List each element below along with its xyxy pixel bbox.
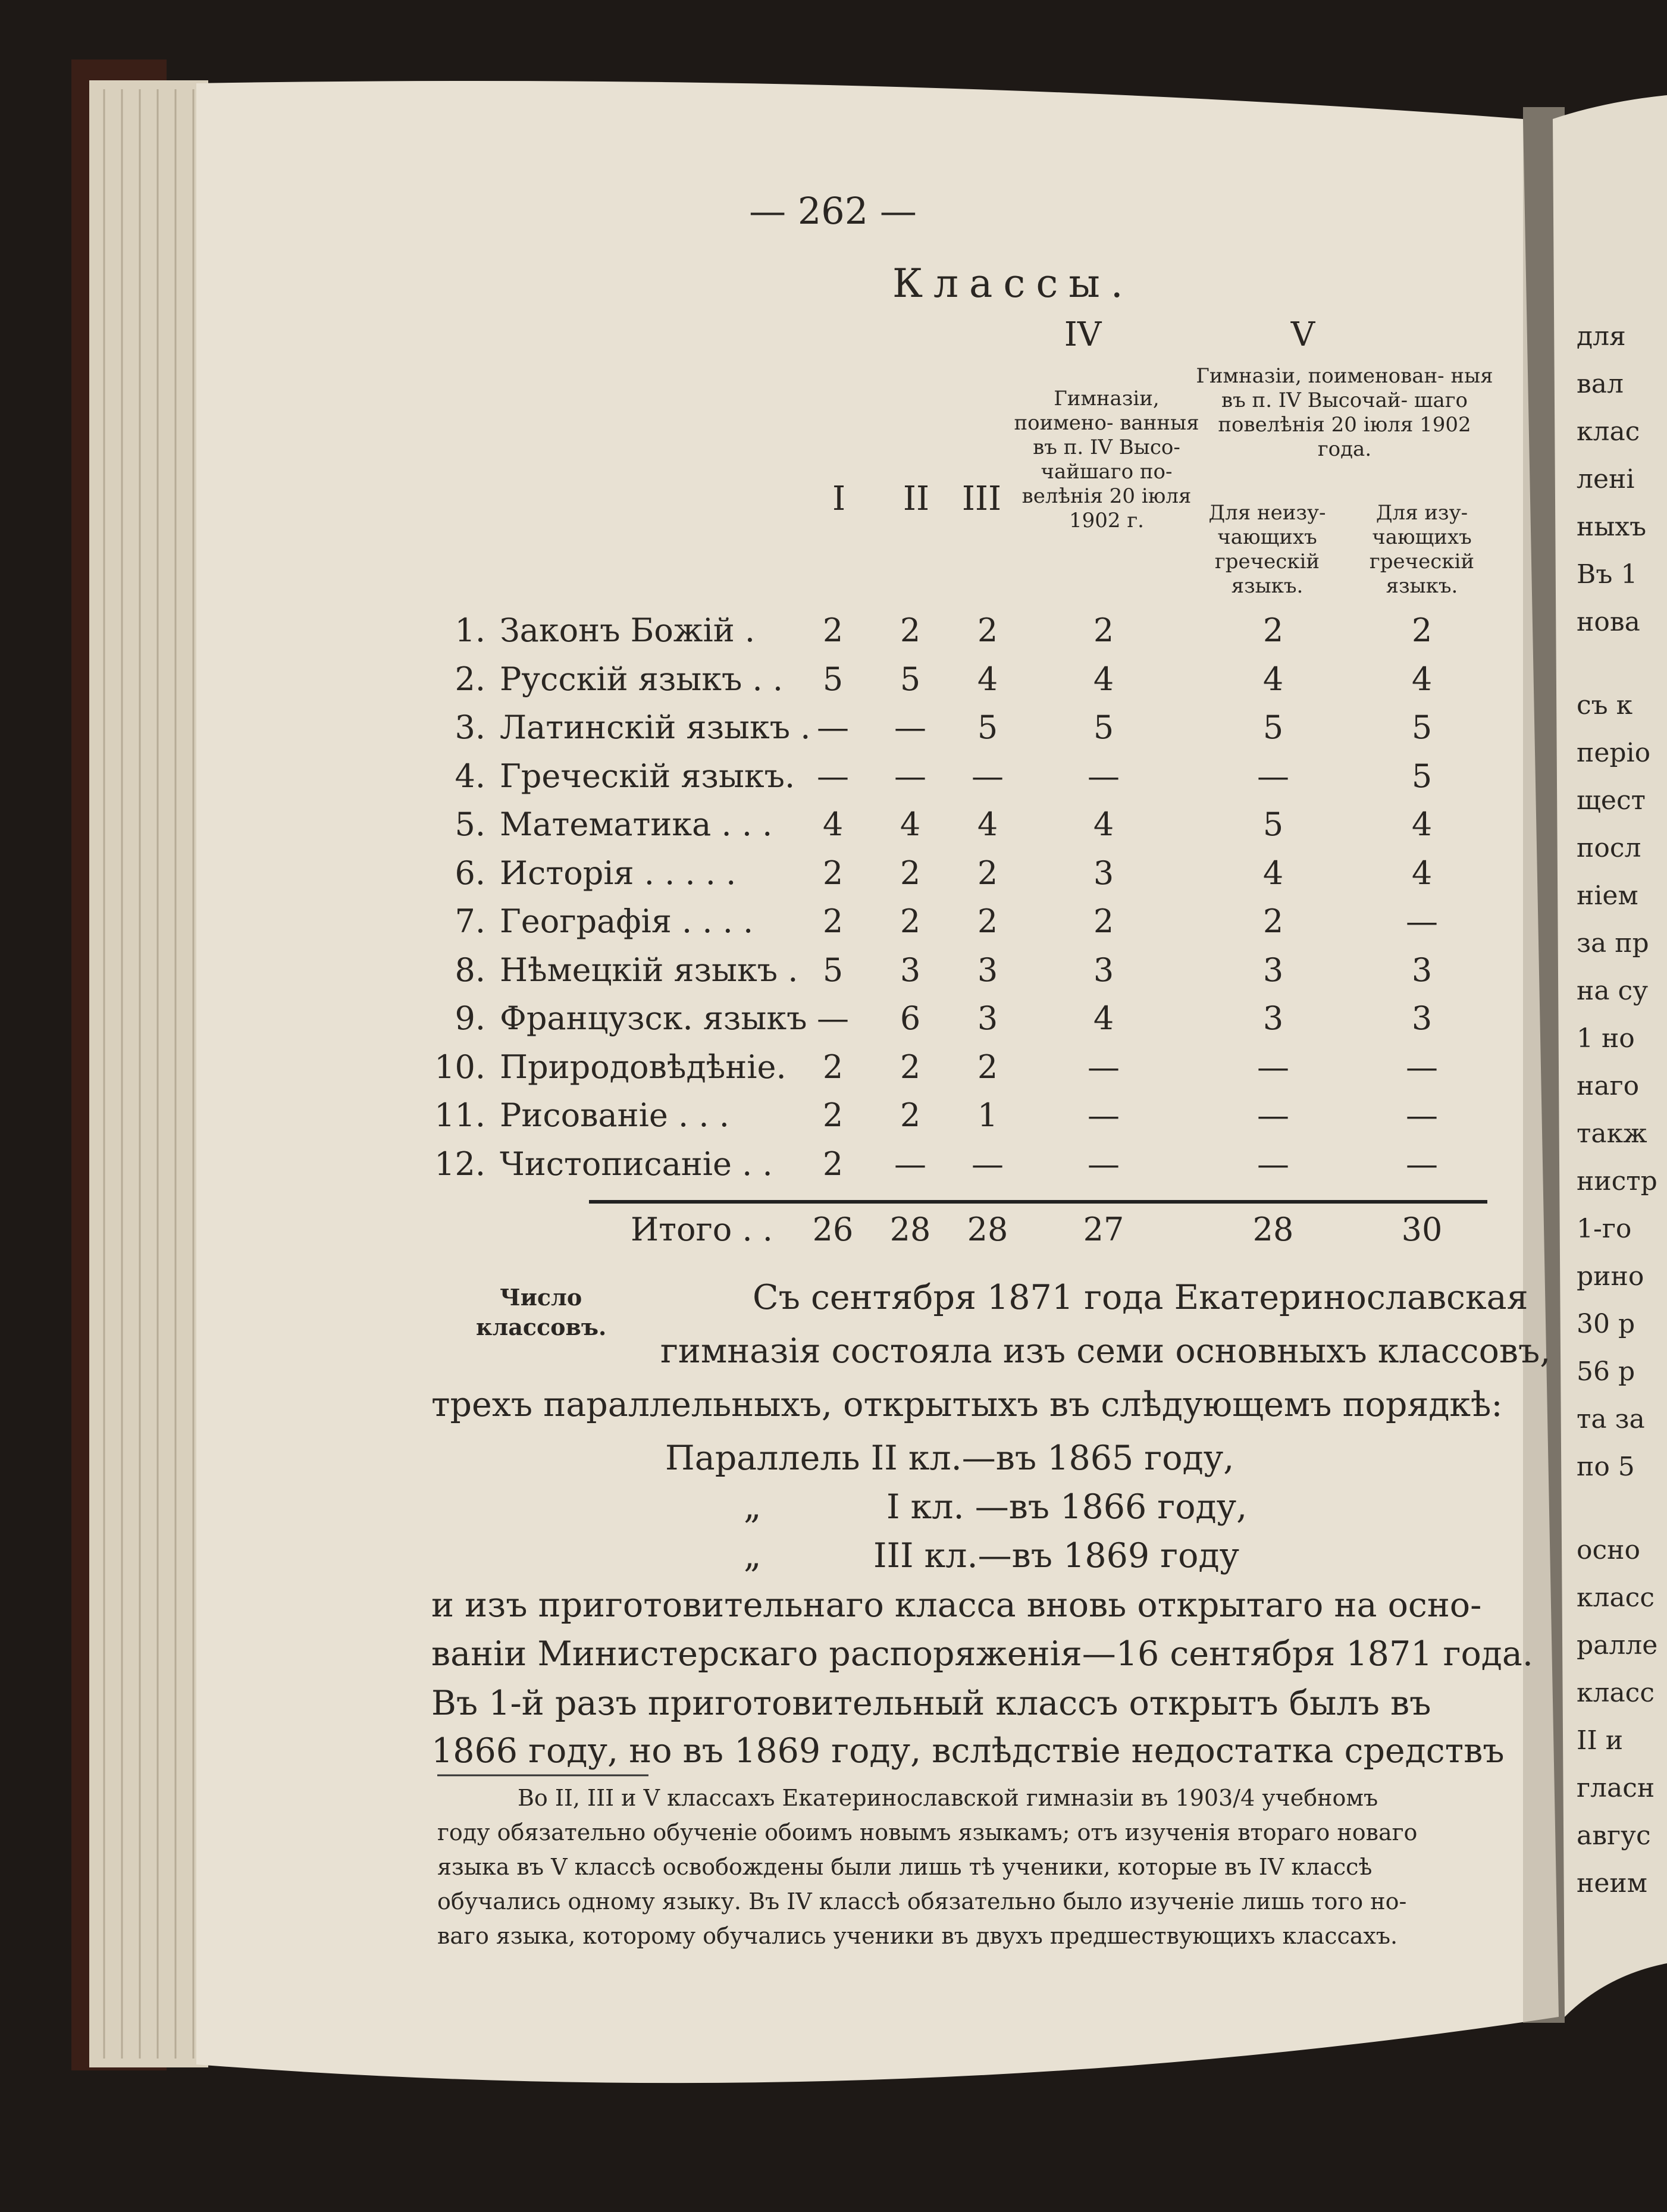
right-page-fragment: посл (1577, 833, 1641, 863)
table-cell: — (1257, 757, 1289, 795)
right-page-fragment: гласн (1577, 1773, 1655, 1803)
table-cell: 2 (1411, 612, 1433, 649)
row-subject: Законъ Божій . (500, 612, 756, 649)
total-c5: 28 (1252, 1211, 1294, 1248)
table-cell: 2 (900, 854, 921, 892)
table-cell: 4 (1262, 854, 1284, 892)
table-cell: — (1406, 1096, 1438, 1134)
row-number: 10. (434, 1048, 485, 1086)
ditto-mark-1: „ (744, 1487, 762, 1527)
row-subject: Рисованіе . . . (500, 1096, 729, 1134)
table-cell: 4 (977, 660, 998, 698)
table-cell: — (1088, 1096, 1120, 1134)
table-cell: 2 (822, 612, 844, 649)
table-cell: 2 (900, 903, 921, 940)
table-cell: 3 (1093, 951, 1114, 989)
table-cell: 4 (1411, 660, 1433, 698)
row-subject: Математика . . . (500, 806, 773, 843)
page-number: — 262 — (749, 189, 917, 233)
sidenote-line-1: Число (500, 1284, 582, 1311)
para-line-5: I кл. —въ 1866 году, (886, 1487, 1248, 1527)
table-cell: 2 (822, 903, 844, 940)
right-page-fragment: 1-го (1577, 1214, 1632, 1244)
table-title: Классы. (892, 261, 1134, 306)
col-v-description: Гимназіи, поименован- ныя въ п. IV Высочай- шаго повелѣнія 20 іюля 1902 года. (1196, 364, 1493, 461)
right-page-fragment: для (1577, 321, 1626, 352)
para-line-1: Съ сентября 1871 года Екатеринославская (753, 1278, 1528, 1317)
table-cell: 5 (977, 709, 998, 746)
right-page-fragment: рино (1577, 1261, 1644, 1292)
table-cell: 4 (1093, 660, 1114, 698)
row-number: 8. (455, 951, 485, 989)
col-v-nongreek-header: Для неизу- чающихъ греческій языкъ. (1208, 501, 1326, 598)
table-cell: — (817, 709, 849, 746)
table-cell: 5 (1411, 709, 1433, 746)
total-c1: 26 (812, 1211, 854, 1248)
table-cell: 4 (900, 806, 921, 843)
row-subject: Греческій языкъ. (500, 757, 795, 795)
table-cell: 3 (1093, 854, 1114, 892)
right-page-fragment: ралле (1577, 1630, 1658, 1660)
col-header-iii: III (961, 480, 1002, 518)
table-cell: — (972, 1145, 1004, 1183)
table-cell: 4 (822, 806, 844, 843)
row-subject: Латинскій языкъ . (500, 709, 811, 746)
sidenote-line-2: классовъ. (476, 1314, 607, 1340)
table-cell: 3 (1411, 951, 1433, 989)
row-subject: Природовѣдѣніе. (500, 1048, 787, 1086)
table-cell: 4 (1411, 806, 1433, 843)
right-page-fragment: авгус (1577, 1821, 1651, 1851)
table-cell: 3 (1262, 951, 1284, 989)
table-cell: 2 (1262, 612, 1284, 649)
row-number: 4. (455, 757, 485, 795)
right-page-fragment: нистр (1577, 1166, 1657, 1196)
table-cell: 4 (977, 806, 998, 843)
para-line-10: 1866 году, но въ 1869 году, вслѣдствіе недостатка средствъ (431, 1731, 1505, 1771)
right-page-fragment: съ к (1577, 690, 1633, 720)
right-page-fragment: осно (1577, 1535, 1640, 1565)
table-cell: 2 (1093, 903, 1114, 940)
row-number: 5. (455, 806, 485, 843)
table-cell: 4 (1093, 1000, 1114, 1037)
right-page-fragment: Въ 1 (1577, 559, 1638, 590)
table-cell: 2 (900, 612, 921, 649)
row-subject: Русскій языкъ . . (500, 660, 784, 698)
table-cell: 2 (977, 903, 998, 940)
table-cell: 3 (1262, 1000, 1284, 1037)
table-cell: 2 (900, 1048, 921, 1086)
col-iv-description: Гимназіи, поимено- ванныя въ п. IV Высо- чайшаго по- велѣнія 20 іюля 1902 г. (1014, 387, 1199, 532)
table-cell: — (1257, 1096, 1289, 1134)
table-cell: — (972, 757, 1004, 795)
right-page-fragment: класс (1577, 1678, 1655, 1708)
right-page-fragment: щест (1577, 785, 1646, 816)
table-cell: — (894, 757, 926, 795)
page-stack-edge (89, 80, 208, 2067)
right-page-fragment: неим (1577, 1868, 1647, 1898)
para-line-9: Въ 1-й разъ приготовительный классъ открытъ былъ въ (431, 1684, 1431, 1723)
table-cell: 6 (900, 1000, 921, 1037)
row-number: 9. (455, 1000, 485, 1037)
table-cell: — (1257, 1145, 1289, 1183)
table-cell: 5 (1411, 757, 1433, 795)
table-cell: 5 (1093, 709, 1114, 746)
right-page-fragment: такж (1577, 1118, 1647, 1149)
right-page-fragment: нова (1577, 607, 1640, 637)
table-cell: — (1406, 1048, 1438, 1086)
right-page-fragment: ныхъ (1577, 512, 1647, 542)
total-c3: 28 (967, 1211, 1008, 1248)
right-page-fragment: за пр (1577, 928, 1649, 958)
table-cell: 4 (1411, 854, 1433, 892)
footnote-line-4: обучались одному языку. Въ IV классѣ обязательно было изученіе лишь того но- (437, 1888, 1407, 1915)
col-header-i: I (832, 480, 846, 518)
right-page-fragment: вал (1577, 369, 1624, 399)
row-number: 6. (455, 854, 485, 892)
table-cell: 2 (900, 1096, 921, 1134)
total-c2: 28 (889, 1211, 931, 1248)
table-cell: 3 (977, 1000, 998, 1037)
table-cell: 2 (977, 612, 998, 649)
table-cell: — (1088, 1145, 1120, 1183)
row-number: 1. (455, 612, 485, 649)
table-cell: — (894, 709, 926, 746)
right-page-fragment: та за (1577, 1404, 1645, 1434)
col-header-ii: II (903, 480, 930, 518)
table-cell: — (1088, 757, 1120, 795)
footnote-line-3: языка въ V классѣ освобождены были лишь тѣ ученики, которые въ IV классѣ (437, 1854, 1373, 1880)
footnote-line-2: году обязательно обученіе обоимъ новымъ языкамъ; отъ изученія втораго новаго (437, 1819, 1418, 1846)
table-cell: 2 (822, 1096, 844, 1134)
table-cell: 2 (977, 1048, 998, 1086)
row-subject: Исторія . . . . . (500, 854, 737, 892)
para-line-2: гимназія состояла изъ семи основныхъ классовъ, (660, 1331, 1551, 1371)
table-cell: 1 (977, 1096, 998, 1134)
col-group-v: V (1290, 315, 1315, 354)
right-page-fragment: 56 р (1577, 1356, 1635, 1387)
right-page-fragment: II и (1577, 1725, 1624, 1756)
row-number: 3. (455, 709, 485, 746)
total-label: Итого . . (631, 1211, 773, 1248)
para-line-6: III кл.—въ 1869 году (873, 1536, 1240, 1575)
right-page-fragment: ніем (1577, 881, 1638, 911)
para-line-7: и изъ приготовительнаго класса вновь открытаго на осно- (431, 1586, 1482, 1625)
row-number: 12. (434, 1145, 485, 1183)
table-cell: 3 (977, 951, 998, 989)
table-cell: 5 (1262, 709, 1284, 746)
table-cell: 5 (822, 660, 844, 698)
right-page-fragment: по 5 (1577, 1452, 1635, 1482)
table-cell: — (817, 1000, 849, 1037)
para-line-3: трехъ параллельныхъ, открытыхъ въ слѣдующемъ порядкѣ: (431, 1385, 1503, 1424)
ditto-mark-2: „ (744, 1536, 762, 1575)
total-c6: 30 (1401, 1211, 1443, 1248)
table-cell: — (1406, 903, 1438, 940)
right-page-fragment: наго (1577, 1071, 1640, 1101)
right-page-fragment: класс (1577, 1583, 1655, 1613)
row-subject: Географія . . . . (500, 903, 754, 940)
right-page-fragment: 1 но (1577, 1023, 1635, 1054)
table-cell: 2 (822, 854, 844, 892)
row-subject: Французск. языкъ (500, 1000, 807, 1037)
table-cell: 3 (900, 951, 921, 989)
para-line-8: ваніи Министерскаго распоряженія—16 сентября 1871 года. (431, 1634, 1533, 1674)
footnote-line-5: ваго языка, которому обучались ученики въ двухъ предшествующихъ классахъ. (437, 1923, 1398, 1949)
table-cell: 5 (822, 951, 844, 989)
table-cell: — (817, 757, 849, 795)
col-v-greek-header: Для изу- чающихъ греческій языкъ. (1369, 501, 1475, 598)
right-page-fragment: клас (1577, 416, 1640, 447)
row-subject: Нѣмецкій языкъ . (500, 951, 798, 989)
col-group-iv: IV (1064, 315, 1102, 354)
table-cell: 2 (822, 1048, 844, 1086)
total-c4: 27 (1083, 1211, 1124, 1248)
table-cell: — (1088, 1048, 1120, 1086)
table-cell: 2 (1262, 903, 1284, 940)
right-page-fragment: лені (1577, 464, 1635, 494)
para-line-4: Параллель II кл.—въ 1865 году, (665, 1439, 1234, 1478)
table-cell: 3 (1411, 1000, 1433, 1037)
table-cell: 4 (1262, 660, 1284, 698)
table-cell: — (1257, 1048, 1289, 1086)
table-cell: 4 (1093, 806, 1114, 843)
right-page-fragment: 30 р (1577, 1309, 1635, 1339)
table-cell: — (1406, 1145, 1438, 1183)
footnote-line-1: Во II, III и V классахъ Екатеринославской гимназіи въ 1903/4 учебномъ (518, 1785, 1378, 1811)
table-cell: 2 (1093, 612, 1114, 649)
right-page-fragment: періо (1577, 738, 1651, 768)
row-subject: Чистописаніе . . (500, 1145, 773, 1183)
right-page-fragment: на су (1577, 976, 1649, 1006)
row-number: 2. (455, 660, 485, 698)
table-cell: 2 (822, 1145, 844, 1183)
row-number: 7. (455, 903, 485, 940)
table-cell: 2 (977, 854, 998, 892)
row-number: 11. (434, 1096, 485, 1134)
table-cell: 5 (1262, 806, 1284, 843)
table-cell: — (894, 1145, 926, 1183)
table-cell: 5 (900, 660, 921, 698)
